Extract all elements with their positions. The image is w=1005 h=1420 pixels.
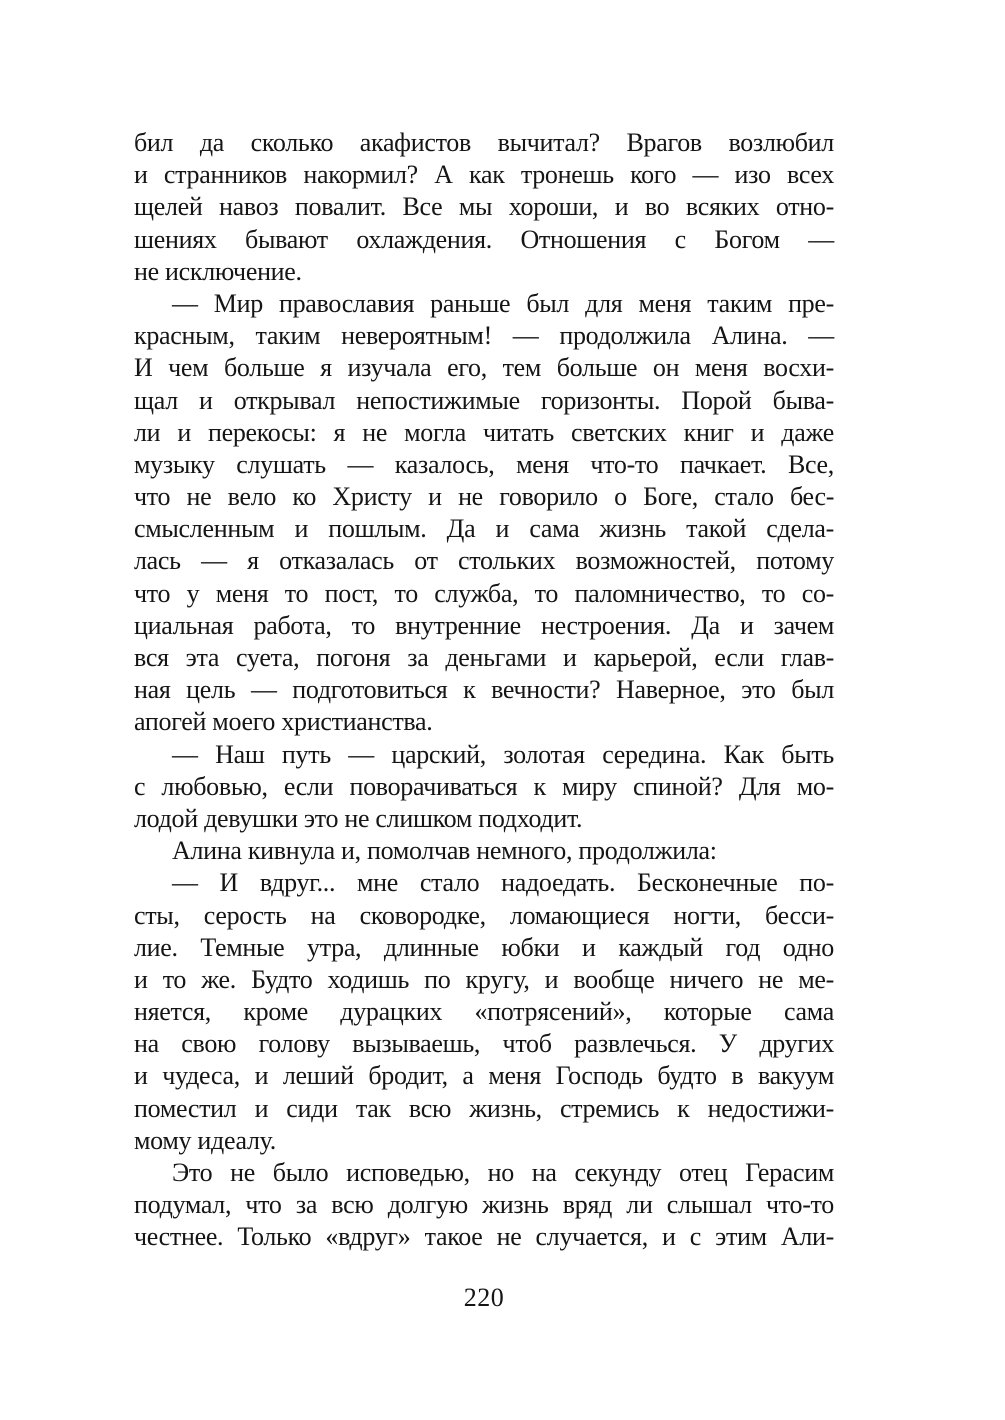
text-line (134, 996, 834, 1028)
text-line (134, 964, 834, 996)
text-line (134, 1125, 834, 1157)
text-line-content: И чем больше я изучала его, тем больше он меня восхи- (134, 353, 834, 383)
text-line (134, 288, 834, 320)
text-line (134, 449, 834, 481)
text-line (134, 481, 834, 513)
text-line (134, 674, 834, 706)
text-line-content: мому идеалу. (134, 1125, 276, 1155)
text-line-content: что не вело ко Христу и не говорило о Боге, стало бес- (134, 482, 835, 512)
text-line (134, 578, 834, 610)
text-line (134, 1157, 834, 1189)
text-line-content: музыку слушать — казалось, меня что-то пачкает. Все, (134, 449, 834, 479)
text-line (134, 1060, 834, 1092)
text-line (134, 739, 834, 771)
text-line-content: поместил и сиди так всю жизнь, стремись к недостижи- (134, 1093, 834, 1123)
text-line-content: ная цель — подготовиться к вечности? Наверное, это был (134, 675, 835, 705)
text-line-content: с любовью, если поворачиваться к миру спиной? Для мо- (134, 771, 834, 801)
text-line-content: няется, кроме дурацких «потрясений», которые сама (134, 997, 835, 1027)
text-line-content: лась — я отказалась от стольких возможностей, потому (134, 546, 834, 576)
text-line-content: шениях бывают охлаждения. Отношения с Богом — (134, 224, 834, 254)
page-text (134, 127, 834, 1254)
text-line (134, 1028, 834, 1060)
text-line (134, 1189, 834, 1221)
text-line (134, 803, 834, 835)
text-line-content: ли и перекосы: я не могла читать светских книг и даже (134, 417, 835, 447)
text-line (134, 1093, 834, 1125)
page-number: 220 (463, 1283, 505, 1312)
text-line-content: — Мир православия раньше был для меня таким пре- (172, 288, 834, 318)
text-line-content: красным, таким невероятным! — продолжила Алина. — (134, 321, 835, 351)
text-line (134, 224, 834, 256)
text-line-content: вся эта суета, погоня за деньгами и карьерой, если глав- (134, 643, 835, 672)
text-line (134, 1221, 834, 1253)
text-line (134, 771, 834, 803)
text-line-content: и странников накормил? А как тронешь кого — изо всех (134, 160, 834, 190)
text-line-content: сты, серость на сковородке, ломающиеся ногти, бесси- (134, 900, 834, 930)
text-line (134, 320, 834, 352)
text-line-content: — И вдруг... мне стало надоедать. Бесконечные по- (172, 868, 834, 898)
text-line (134, 127, 834, 159)
text-line (134, 932, 834, 964)
text-line (134, 642, 834, 674)
text-line-content: что у меня то пост, то служба, то паломничество, то со- (134, 578, 835, 608)
text-line-content: подумал, что за всю долгую жизнь вряд ли слышал что-то (134, 1190, 834, 1220)
text-line (134, 191, 834, 223)
text-line-content: и то же. Будто ходишь по кругу, и вообще ничего не ме- (134, 964, 834, 994)
text-line-content: не исключение. (134, 256, 302, 286)
text-line (134, 352, 834, 384)
text-line (134, 256, 834, 288)
text-line-content: лие. Темные утра, длинные юбки и каждый год одно (134, 932, 834, 962)
text-line (134, 610, 834, 642)
text-line (134, 545, 834, 577)
text-line (134, 835, 834, 867)
text-line-content: щелей навоз повалит. Все мы хороши, и во всяких отно- (134, 192, 834, 222)
text-line (134, 417, 834, 449)
text-line-content: Алина кивнула и, помолчав немного, продолжила: (172, 836, 717, 866)
text-line (134, 159, 834, 191)
text-line (134, 706, 834, 738)
text-line-content: смысленным и пошлым. Да и сама жизнь такой сдела- (134, 514, 834, 544)
text-line (134, 513, 834, 545)
text-line-content: бил да сколько акафистов вычитал? Врагов возлюбил (134, 128, 834, 157)
text-line (134, 385, 834, 417)
text-line-content: лодой девушки это не слишком подходит. (134, 803, 583, 833)
text-line (134, 900, 834, 932)
text-line-content: циальная работа, то внутренние нестроения. Да и зачем (134, 610, 835, 640)
text-line-content: и чудеса, и леший бродит, а меня Господь будто в вакуум (134, 1061, 835, 1091)
text-line-content: апогей моего христианства. (134, 707, 433, 737)
text-line-content: на свою голову вызываешь, чтоб развлечься. У других (134, 1029, 834, 1059)
text-line (134, 867, 834, 899)
text-line-content: щал и открывал непостижимые горизонты. Порой быва- (134, 385, 834, 415)
text-line-content: Это не было исповедью, но на секунду отец Герасим (172, 1158, 835, 1187)
text-line-content: — Наш путь — царский, золотая середина. Как быть (172, 739, 834, 769)
text-line-content: честнее. Только «вдруг» такое не случается, и с этим Али- (134, 1222, 835, 1252)
